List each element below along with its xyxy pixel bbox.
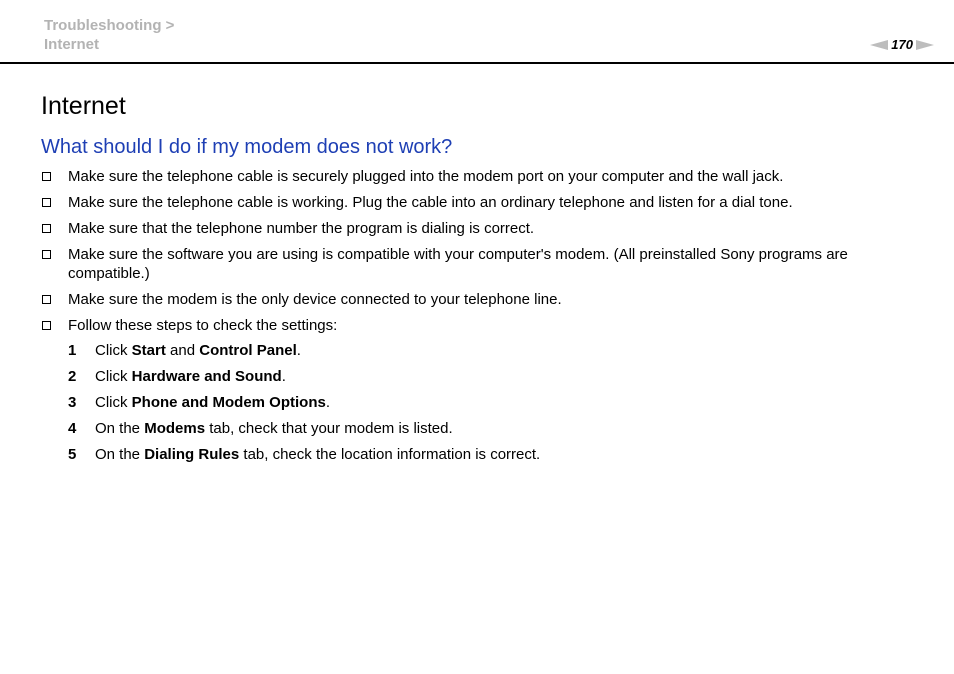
checkbox-bullet-icon xyxy=(42,321,51,330)
breadcrumb-parent[interactable]: Troubleshooting > xyxy=(44,17,175,34)
step-number: 2 xyxy=(68,368,77,385)
page-title: Internet xyxy=(41,92,126,120)
step-number: 5 xyxy=(68,446,77,463)
page-navigation xyxy=(870,37,934,53)
checkbox-bullet-icon xyxy=(42,172,51,181)
bullet-text: Make sure the telephone cable is working. Plug the cable into an ordinary telephone and listen for a dial tone. xyxy=(68,194,793,211)
bullet-item xyxy=(40,193,920,212)
breadcrumb-current: Internet xyxy=(44,36,100,53)
step-item xyxy=(68,393,920,412)
bullet-text: Make sure the modem is the only device connected to your telephone line. xyxy=(68,291,562,308)
bullet-item xyxy=(40,245,920,283)
step-text: On the Modems tab, check that your modem is listed. xyxy=(95,420,453,437)
step-text: On the Dialing Rules tab, check the location information is correct. xyxy=(95,446,541,463)
page-number: 170 xyxy=(891,37,913,52)
section-title: What should I do if my modem does not work? xyxy=(41,136,453,158)
step-number: 4 xyxy=(68,420,77,437)
bullet-item xyxy=(40,219,920,238)
bullet-text: Follow these steps to check the settings: xyxy=(68,317,338,334)
ui-term-control-panel: Control Panel xyxy=(199,342,297,359)
next-page-arrow-icon[interactable] xyxy=(916,40,934,50)
step-item xyxy=(68,445,920,464)
previous-page-arrow-icon[interactable] xyxy=(870,40,888,50)
ui-term-dialing-rules: Dialing Rules xyxy=(144,446,240,463)
header-divider xyxy=(0,62,954,64)
step-number: 1 xyxy=(68,342,77,359)
settings-steps-list xyxy=(68,341,920,464)
step-item xyxy=(68,419,920,438)
bullet-text: Make sure the telephone cable is securely plugged into the modem port on your computer and the wall jack. xyxy=(68,168,784,185)
bullet-item xyxy=(40,290,920,309)
bullet-text: Make sure that the telephone number the program is dialing is correct. xyxy=(68,220,535,237)
step-text: Click Start and Control Panel. xyxy=(95,342,301,359)
bullet-text: Make sure the software you are using is compatible with your computer's modem. (All preinstalled Sony programs are compatible.) xyxy=(68,246,848,282)
bullet-item xyxy=(40,316,920,335)
ui-term-modems: Modems xyxy=(144,420,206,437)
step-text: Click Phone and Modem Options. xyxy=(95,394,331,411)
bullet-item xyxy=(40,167,920,186)
checkbox-bullet-icon xyxy=(42,198,51,207)
step-number: 3 xyxy=(68,394,77,411)
checkbox-bullet-icon xyxy=(42,250,51,259)
step-text: Click Hardware and Sound. xyxy=(95,368,286,385)
checkbox-bullet-icon xyxy=(42,224,51,233)
breadcrumb xyxy=(44,16,174,54)
ui-term-phone-and-modem-options: Phone and Modem Options xyxy=(131,394,326,411)
ui-term-start: Start xyxy=(131,342,166,359)
step-item xyxy=(68,341,920,360)
step-item xyxy=(68,367,920,386)
content-body xyxy=(40,167,920,471)
checkbox-bullet-icon xyxy=(42,295,51,304)
ui-term-hardware-and-sound: Hardware and Sound xyxy=(131,368,282,385)
